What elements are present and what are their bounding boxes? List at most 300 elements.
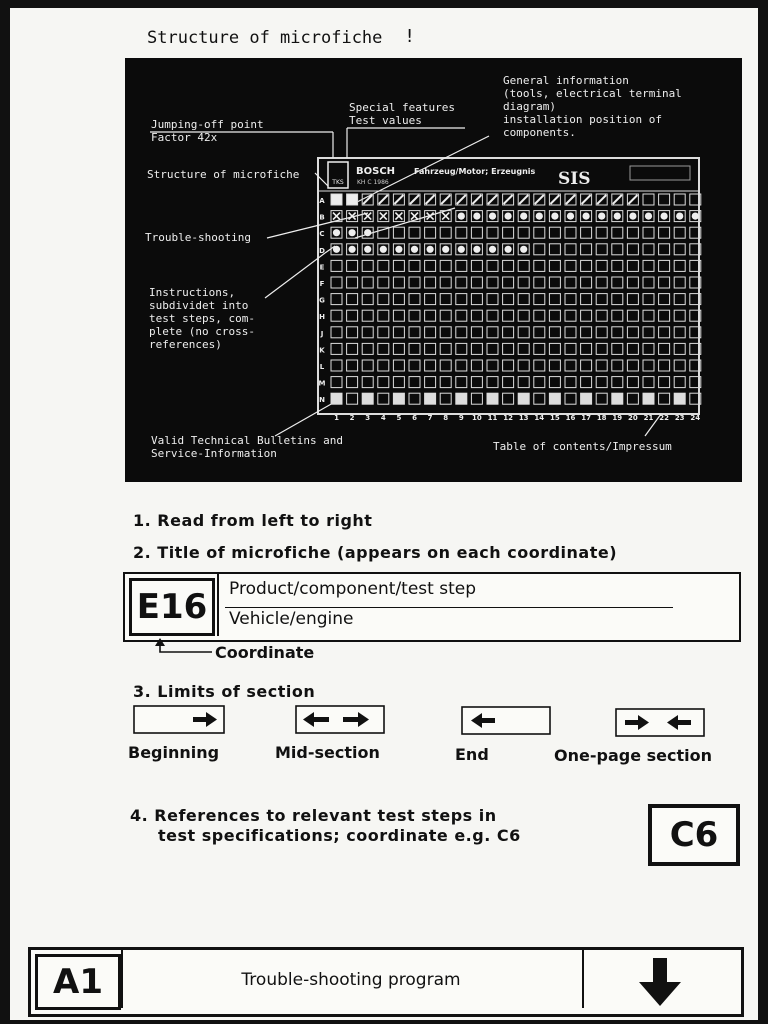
fiche-cell — [425, 310, 436, 321]
column-label: 16 — [565, 413, 576, 422]
fiche-cell — [643, 327, 654, 338]
fiche-cell — [549, 327, 560, 338]
fiche-cell — [549, 360, 560, 371]
cell-mark — [583, 213, 590, 220]
fiche-cell — [565, 393, 576, 404]
microfiche-photo — [125, 58, 742, 482]
sis-logo: SIS — [558, 169, 591, 189]
fiche-cell — [347, 327, 358, 338]
fiche-cell — [596, 294, 607, 305]
fiche-cell — [456, 377, 467, 388]
fiche-cell — [440, 227, 451, 238]
fiche-cell — [518, 227, 529, 238]
cell-mark — [364, 229, 371, 236]
end-symbol — [461, 706, 556, 736]
fiche-cell — [674, 343, 685, 354]
fiche-cell — [549, 260, 560, 271]
fiche-cell — [549, 277, 560, 288]
fiche-cell — [503, 260, 514, 271]
title-box-divider — [217, 574, 219, 636]
fiche-cell — [643, 310, 654, 321]
column-label: 9 — [458, 413, 464, 422]
cell-mark — [394, 195, 403, 204]
row-label: N — [319, 396, 325, 405]
fiche-cell — [581, 393, 592, 404]
fiche-cell — [627, 244, 638, 255]
instruction-2: 2. Title of microfiche (appears on each coordinate) — [133, 543, 618, 562]
fiche-cell — [518, 393, 529, 404]
fiche-cell — [425, 260, 436, 271]
fiche-cell — [674, 244, 685, 255]
fiche-cell — [347, 377, 358, 388]
fiche-cell — [331, 343, 342, 354]
fiche-cell — [393, 377, 404, 388]
fiche-cell — [534, 260, 545, 271]
fiche-cell — [565, 310, 576, 321]
fiche-cell — [659, 260, 670, 271]
fiche-cell — [534, 294, 545, 305]
cell-mark — [661, 213, 668, 220]
fiche-cell — [596, 393, 607, 404]
fiche-cell — [674, 327, 685, 338]
fiche-cell — [425, 393, 436, 404]
fiche-cell — [331, 310, 342, 321]
cell-mark — [380, 213, 387, 220]
cell-mark — [333, 229, 340, 236]
fiche-cell — [565, 327, 576, 338]
fiche-cell — [487, 327, 498, 338]
fiche-cell — [581, 343, 592, 354]
limit-label-mid-section: Mid-section — [275, 743, 380, 762]
fiche-cell — [347, 294, 358, 305]
column-label: 6 — [412, 413, 417, 422]
fiche-cell — [471, 393, 482, 404]
fiche-cell — [409, 277, 420, 288]
fiche-cell — [596, 360, 607, 371]
fiche-cell — [581, 294, 592, 305]
column-label: 2 — [349, 413, 355, 422]
fiche-cell — [659, 393, 670, 404]
fiche-cell — [440, 294, 451, 305]
fiche-cell — [440, 360, 451, 371]
row-label: A — [319, 197, 325, 205]
fiche-cell — [674, 294, 685, 305]
fiche-cell — [487, 393, 498, 404]
fiche-cell — [425, 343, 436, 354]
row-label: L — [319, 363, 325, 371]
fiche-cell — [596, 260, 607, 271]
fiche-cell — [503, 393, 514, 404]
fiche-cell — [581, 360, 592, 371]
row-label: J — [320, 329, 324, 338]
instruction-4-line1: 4. References to relevant test steps in — [130, 806, 497, 825]
fiche-grid — [319, 194, 701, 422]
fiche-cell — [331, 327, 342, 338]
fiche-cell — [596, 327, 607, 338]
fiche-cell — [534, 327, 545, 338]
footer-divider-right — [582, 950, 584, 1008]
fiche-cell — [612, 327, 623, 338]
fiche-cell — [596, 343, 607, 354]
cell-mark — [410, 195, 419, 204]
fiche-cell — [581, 227, 592, 238]
fiche-frame — [318, 158, 699, 414]
fiche-cell — [674, 260, 685, 271]
cell-mark — [395, 246, 402, 253]
fiche-cell — [612, 277, 623, 288]
fiche-cell — [362, 360, 373, 371]
cell-mark — [614, 213, 621, 220]
fiche-cell — [393, 260, 404, 271]
fiche-cell — [471, 260, 482, 271]
fiche-cell — [596, 277, 607, 288]
up-arrow-icon — [155, 638, 165, 646]
fiche-cell — [456, 343, 467, 354]
cell-mark — [676, 213, 683, 220]
label-general-information: General information (tools, electrical terminal diagram) installation position of components. — [503, 74, 682, 139]
fiche-cell — [378, 260, 389, 271]
fiche-cell — [581, 327, 592, 338]
fiche-cell — [393, 343, 404, 354]
fiche-cell — [425, 377, 436, 388]
fiche-cell — [534, 360, 545, 371]
fiche-cell — [503, 310, 514, 321]
fiche-cell — [659, 327, 670, 338]
fiche-cell — [456, 260, 467, 271]
cell-mark — [411, 213, 418, 220]
fiche-cell — [331, 294, 342, 305]
fiche-cell — [331, 360, 342, 371]
fiche-cell — [503, 277, 514, 288]
cell-mark — [489, 246, 496, 253]
cell-mark — [566, 195, 575, 204]
fiche-cell — [409, 360, 420, 371]
fiche-cell — [503, 227, 514, 238]
fiche-cell — [378, 377, 389, 388]
fiche-cell — [627, 310, 638, 321]
fiche-cell — [487, 310, 498, 321]
fiche-cell — [378, 277, 389, 288]
column-label: 22 — [659, 413, 669, 422]
fiche-cell — [643, 227, 654, 238]
fiche-cell — [347, 310, 358, 321]
limit-label-end: End — [455, 745, 489, 764]
fiche-cell — [456, 227, 467, 238]
cell-mark — [364, 246, 371, 253]
fiche-cell — [627, 294, 638, 305]
column-label: 7 — [427, 413, 433, 422]
label-special-features: Special features Test values — [349, 101, 455, 127]
fiche-cell — [549, 377, 560, 388]
fiche-cell — [643, 277, 654, 288]
column-label: 17 — [581, 413, 591, 422]
cell-mark — [411, 246, 418, 253]
instruction-4-line2: test specifications; coordinate e.g. C6 — [158, 826, 521, 845]
label-instructions: Instructions, subdividet into test steps, com- plete (no cross- references) — [149, 286, 255, 351]
fiche-cell — [487, 294, 498, 305]
fiche-cell — [534, 277, 545, 288]
cell-mark — [535, 195, 544, 204]
cell-mark — [457, 195, 466, 204]
fiche-cell — [456, 360, 467, 371]
fiche-cell — [425, 294, 436, 305]
cell-mark — [395, 213, 402, 220]
fiche-cell — [534, 343, 545, 354]
column-label: 12 — [503, 413, 513, 422]
cell-mark — [442, 213, 449, 220]
fiche-cell — [378, 393, 389, 404]
cell-mark — [441, 195, 450, 204]
column-label: 3 — [365, 413, 371, 422]
fiche-cell — [409, 377, 420, 388]
column-label: 5 — [396, 413, 402, 422]
label-structure: Structure of microfiche — [147, 168, 300, 181]
fiche-cell — [643, 377, 654, 388]
row-label: H — [319, 313, 325, 322]
fiche-cell — [549, 294, 560, 305]
arrow-down-icon — [631, 956, 691, 1008]
column-label: 24 — [690, 413, 701, 422]
fiche-cell — [362, 377, 373, 388]
row-label: G — [319, 296, 325, 305]
fiche-cell — [487, 277, 498, 288]
one-page-section-symbol — [615, 708, 710, 738]
fiche-cell — [627, 377, 638, 388]
fiche-cell — [581, 260, 592, 271]
column-label: 8 — [443, 413, 449, 422]
cell-mark — [520, 246, 527, 253]
fiche-cell — [378, 294, 389, 305]
fiche-cell — [409, 227, 420, 238]
fiche-cell — [612, 377, 623, 388]
cell-mark — [333, 213, 340, 220]
fiche-cell — [347, 277, 358, 288]
fiche-cell — [409, 294, 420, 305]
fiche-cell — [440, 377, 451, 388]
bosch-sub: KH C 1986 — [357, 179, 389, 186]
fiche-cell — [534, 227, 545, 238]
fiche-cell — [362, 260, 373, 271]
fiche-cell — [659, 244, 670, 255]
column-label: 11 — [487, 413, 498, 422]
fiche-cell — [471, 294, 482, 305]
fiche-cell — [440, 393, 451, 404]
cell-mark — [489, 213, 496, 220]
fiche-cell — [565, 277, 576, 288]
fiche-cell — [456, 277, 467, 288]
fiche-cell — [643, 194, 654, 205]
fiche-cell — [440, 260, 451, 271]
c6-coordinate-box: C6 — [648, 804, 740, 866]
cell-mark — [597, 195, 606, 204]
fiche-header-box — [630, 166, 690, 180]
fiche-cell — [518, 310, 529, 321]
fiche-cell — [565, 260, 576, 271]
fiche-cell — [643, 294, 654, 305]
cell-mark — [598, 213, 605, 220]
fiche-cell — [643, 393, 654, 404]
fiche-cell — [596, 310, 607, 321]
fiche-cell — [612, 294, 623, 305]
cell-mark — [550, 195, 559, 204]
cell-mark — [536, 213, 543, 220]
cell-mark — [473, 246, 480, 253]
fiche-cell — [393, 393, 404, 404]
fiche-cell — [659, 360, 670, 371]
footer-bar — [28, 947, 744, 1017]
fiche-cell — [659, 310, 670, 321]
cell-mark — [519, 195, 528, 204]
column-label: 21 — [643, 413, 654, 422]
fiche-cell — [456, 310, 467, 321]
fiche-cell — [331, 393, 342, 404]
fiche-cell — [612, 310, 623, 321]
fiche-cell — [347, 343, 358, 354]
fiche-cell — [612, 393, 623, 404]
title-line-product: Product/component/test step — [229, 579, 476, 599]
fiche-cell — [565, 343, 576, 354]
fiche-cell — [612, 244, 623, 255]
fiche-cell — [378, 310, 389, 321]
fiche-cell — [471, 310, 482, 321]
label-valid-bulletins: Valid Technical Bulletins and Service-Information — [151, 434, 344, 460]
fiche-cell — [659, 277, 670, 288]
cell-mark — [551, 213, 558, 220]
cell-mark — [520, 213, 527, 220]
label-jumping-off: Jumping-off point Factor 42x — [151, 118, 264, 144]
footer-title: Trouble-shooting program — [241, 970, 461, 990]
fiche-cell — [643, 343, 654, 354]
fiche-cell — [643, 260, 654, 271]
fiche-cell — [378, 343, 389, 354]
cell-mark — [333, 246, 340, 253]
cell-mark — [442, 246, 449, 253]
fiche-cell — [627, 260, 638, 271]
fiche-cell — [471, 343, 482, 354]
fiche-cell — [409, 260, 420, 271]
fiche-cell — [674, 360, 685, 371]
cell-mark — [504, 195, 513, 204]
fiche-cell — [347, 360, 358, 371]
column-label: 1 — [334, 413, 339, 422]
fiche-cell — [347, 194, 358, 205]
fiche-cell — [534, 310, 545, 321]
fiche-cell — [581, 310, 592, 321]
fiche-cell — [549, 393, 560, 404]
coordinate-code: E16 — [129, 578, 215, 636]
title-separator — [225, 607, 673, 608]
fiche-cell — [643, 360, 654, 371]
fiche-cell — [659, 377, 670, 388]
row-label: C — [319, 230, 325, 239]
label-trouble-shooting: Trouble-shooting — [145, 231, 251, 244]
cell-mark — [692, 213, 699, 220]
fiche-cell — [503, 294, 514, 305]
cell-mark — [567, 213, 574, 220]
row-label: F — [319, 280, 325, 288]
coordinate-pointer — [150, 638, 220, 658]
fiche-cell — [440, 277, 451, 288]
fiche-cell — [362, 327, 373, 338]
fiche-cell — [440, 343, 451, 354]
fiche-cell — [674, 227, 685, 238]
fiche-cell — [549, 227, 560, 238]
fiche-cell — [378, 360, 389, 371]
limit-label-one-page: One-page section — [554, 746, 712, 765]
fiche-cell — [627, 360, 638, 371]
fiche-cell — [331, 194, 342, 205]
fiche-cell — [518, 260, 529, 271]
fiche-cell — [456, 327, 467, 338]
cell-mark — [645, 213, 652, 220]
row-label: E — [319, 263, 325, 272]
fiche-cell — [393, 327, 404, 338]
fiche-cell — [612, 227, 623, 238]
fiche-cell — [518, 360, 529, 371]
fiche-cell — [627, 343, 638, 354]
fiche-cell — [581, 277, 592, 288]
cell-mark — [613, 195, 622, 204]
cell-mark — [379, 195, 388, 204]
footer-divider-left — [121, 950, 123, 1008]
fiche-cell — [487, 377, 498, 388]
fiche-cell — [347, 393, 358, 404]
fiche-cell — [518, 343, 529, 354]
fiche-cell — [456, 294, 467, 305]
fiche-cell — [393, 227, 404, 238]
fiche-cell — [659, 227, 670, 238]
fiche-cell — [674, 194, 685, 205]
fiche-cell — [503, 327, 514, 338]
fiche-cell — [503, 343, 514, 354]
cell-mark — [472, 195, 481, 204]
cell-mark — [488, 195, 497, 204]
fiche-cell — [409, 310, 420, 321]
logo-text: TKS — [332, 179, 344, 186]
column-label: 13 — [518, 413, 529, 422]
fiche-cell — [549, 244, 560, 255]
fiche-cell — [612, 343, 623, 354]
cell-mark — [505, 246, 512, 253]
fiche-cell — [425, 227, 436, 238]
fiche-cell — [409, 327, 420, 338]
fiche-cell — [409, 393, 420, 404]
row-label: B — [319, 213, 325, 222]
row-label: M — [318, 379, 326, 388]
fiche-cell — [534, 393, 545, 404]
footer-code: A1 — [35, 954, 121, 1010]
fiche-cell — [393, 294, 404, 305]
column-label: 10 — [472, 413, 482, 422]
fiche-cell — [471, 227, 482, 238]
cell-mark — [505, 213, 512, 220]
column-label: 20 — [628, 413, 638, 422]
fiche-cell — [627, 227, 638, 238]
fiche-cell — [627, 327, 638, 338]
fiche-cell — [503, 377, 514, 388]
column-label: 14 — [534, 413, 545, 422]
fiche-cell — [487, 343, 498, 354]
fiche-cell — [331, 277, 342, 288]
cell-mark — [380, 246, 387, 253]
title-box — [123, 572, 741, 642]
cell-mark — [349, 246, 356, 253]
fiche-cell — [565, 377, 576, 388]
cell-mark — [349, 229, 356, 236]
fiche-cell — [565, 244, 576, 255]
fiche-cell — [409, 343, 420, 354]
cell-mark — [458, 246, 465, 253]
